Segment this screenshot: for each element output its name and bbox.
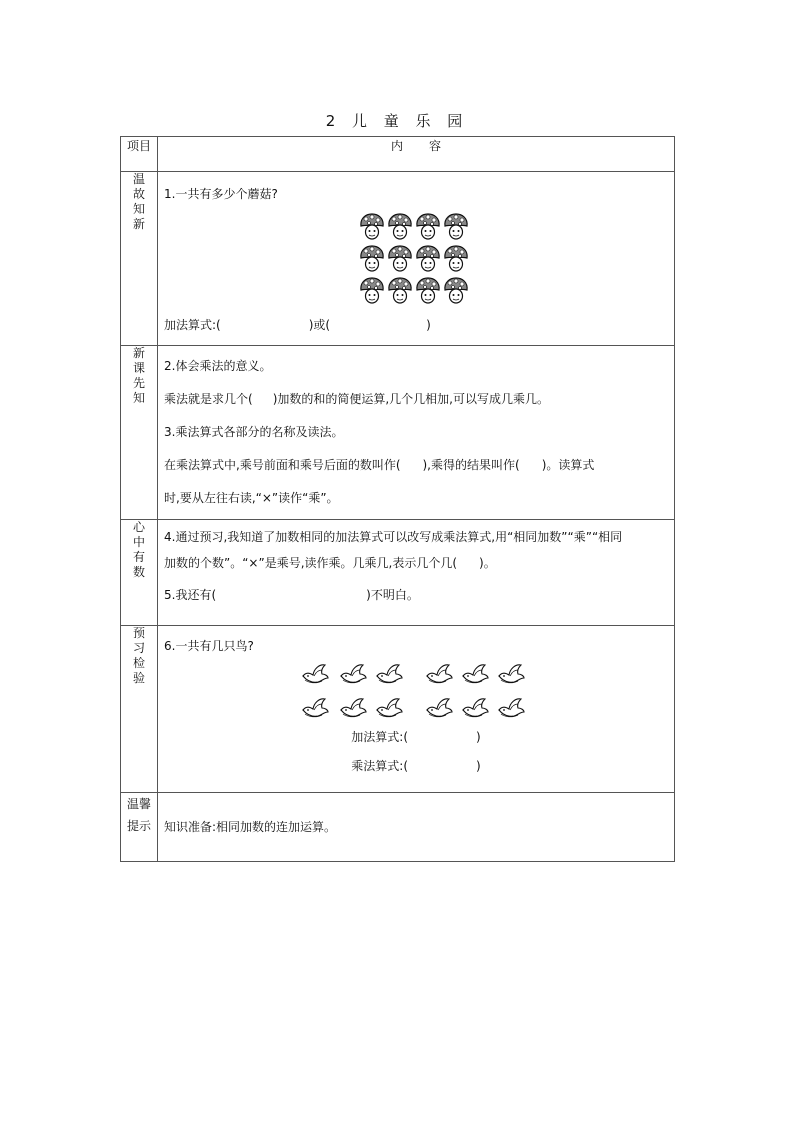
mushroom-icon [359, 245, 385, 273]
bird-icon [460, 662, 490, 684]
section-content [158, 520, 675, 626]
bird-icon [338, 662, 368, 684]
mushroom-icon [415, 277, 441, 305]
question-2: 2.体会乘法的意义。 [164, 359, 272, 373]
mushroom-icon [443, 277, 469, 305]
question-4-line-2: 加数的个数”。“×”是乘号,读作乘。几乘几,表示几个几( )。 [164, 556, 496, 570]
mushroom-icon [443, 245, 469, 273]
bird-grid [300, 662, 540, 724]
mushroom-icon [415, 245, 441, 273]
section-label: 温故知新 [121, 172, 158, 346]
question-3-text-2: 时,要从左往右读,“×”读作“乘”。 [164, 491, 339, 505]
section-in-mind [121, 520, 675, 626]
section-content [158, 172, 675, 346]
section-label: 预习检验 [121, 626, 158, 793]
section-review [121, 172, 675, 346]
bird-icon [374, 696, 404, 718]
addition-answer: 加法算式:( ) [351, 730, 481, 744]
question-6: 6.一共有几只鸟? [164, 639, 254, 653]
question-1: 1.一共有多少个蘑菇? [164, 187, 278, 201]
header-item: 项目 [121, 137, 158, 172]
question-3: 3.乘法算式各部分的名称及读法。 [164, 425, 344, 439]
section-new-lesson [121, 346, 675, 520]
bird-icon [460, 696, 490, 718]
section-content [158, 793, 675, 862]
section-check [121, 626, 675, 793]
mushroom-icon [415, 213, 441, 241]
tip-text: 知识准备:相同加数的连加运算。 [164, 819, 337, 834]
section-label: 心中有数 [121, 520, 158, 626]
question-3-text-1: 在乘法算式中,乘号前面和乘号后面的数叫作( ),乘得的结果叫作( )。读算式 [164, 458, 595, 472]
mushroom-icon [443, 213, 469, 241]
answer-line-1: 加法算式:( )或( ) [164, 318, 431, 332]
bird-icon [300, 696, 330, 718]
header-content: 内容 [158, 137, 675, 172]
bird-icon [424, 662, 454, 684]
section-tip [121, 793, 675, 862]
bird-icon [338, 696, 368, 718]
header-row [121, 137, 675, 172]
question-4-line-1: 4.通过预习,我知道了加数相同的加法算式可以改写成乘法算式,用“相同加数”“乘”“相同 [164, 530, 623, 544]
section-content [158, 626, 675, 793]
section-label: 温馨提示 [121, 793, 158, 862]
bird-icon [496, 696, 526, 718]
worksheet-table [120, 136, 675, 862]
mushroom-grid [359, 213, 471, 309]
section-content [158, 346, 675, 520]
mushroom-icon [359, 213, 385, 241]
bird-icon [300, 662, 330, 684]
section-label: 新课先知 [121, 346, 158, 520]
question-2-text: 乘法就是求几个( )加数的和的简便运算,几个几相加,可以写成几乘几。 [164, 392, 550, 406]
bird-icon [424, 696, 454, 718]
bird-icon [374, 662, 404, 684]
mushroom-icon [387, 277, 413, 305]
page-title: 2 儿 童 乐 园 [325, 112, 469, 130]
bird-icon [496, 662, 526, 684]
mushroom-icon [387, 213, 413, 241]
mushroom-icon [359, 277, 385, 305]
multiplication-answer: 乘法算式:( ) [351, 759, 481, 773]
question-5: 5.我还有( )不明白。 [164, 588, 419, 602]
mushroom-icon [387, 245, 413, 273]
